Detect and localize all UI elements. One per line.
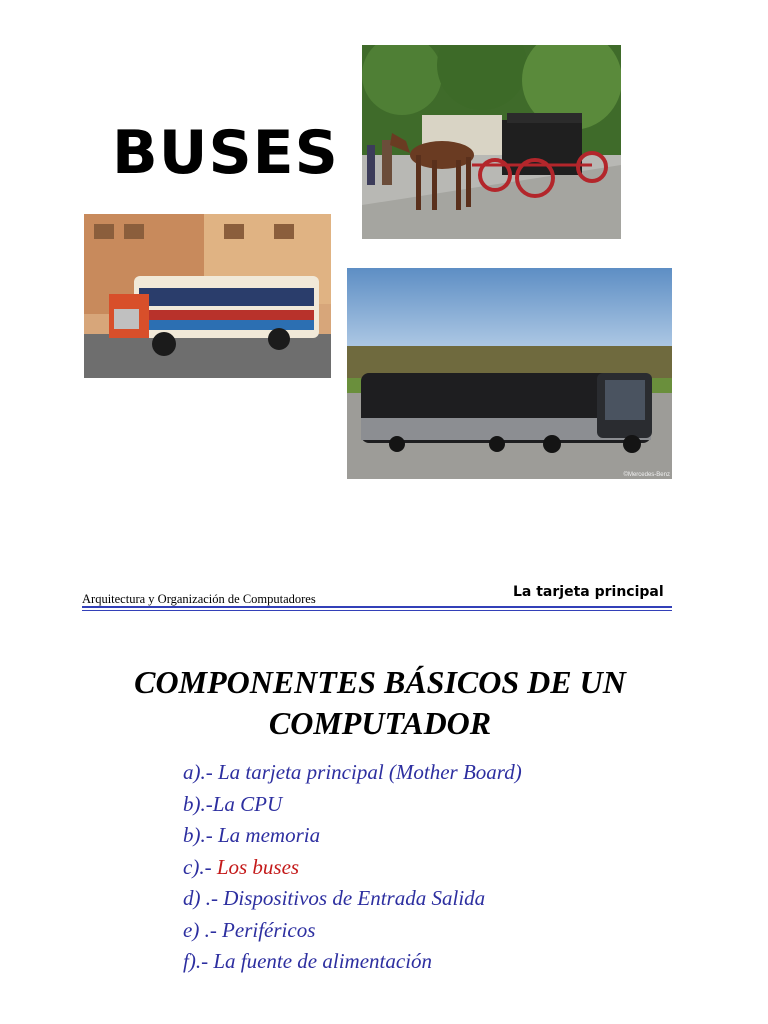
heading-line-2: COMPUTADOR: [268, 705, 492, 741]
page-title: BUSES: [112, 118, 339, 188]
slide-heading: [0, 662, 760, 744]
photo-watermark: ©Mercedes-Benz: [623, 472, 670, 478]
list-item: d) .- Dispositivos de Entrada Salida: [183, 886, 486, 910]
list-item: a).- La tarjeta principal (Mother Board): [183, 760, 522, 784]
list-item: f).- La fuente de alimentación: [183, 949, 433, 973]
articulated-bus-photo: [347, 268, 672, 479]
painted-bus-photo: [84, 214, 331, 378]
list-item: b).-La CPU: [183, 791, 283, 816]
list-item-prefix: c).-: [183, 854, 217, 879]
list-item: b).- La memoria: [183, 823, 321, 847]
section-title: La tarjeta principal: [513, 584, 664, 600]
component-list: [183, 757, 522, 978]
list-item-highlighted: [183, 852, 522, 884]
highlighted-text: Los buses: [216, 854, 300, 879]
carriage-photo: [362, 45, 621, 239]
list-item: e) .- Periféricos: [183, 917, 316, 942]
course-title: Arquitectura y Organización de Computadores: [82, 592, 316, 606]
header-rule-thin: [82, 610, 672, 611]
header-rule: [82, 606, 672, 608]
heading-line-1: COMPONENTES BÁSICOS DE UN: [134, 664, 626, 700]
